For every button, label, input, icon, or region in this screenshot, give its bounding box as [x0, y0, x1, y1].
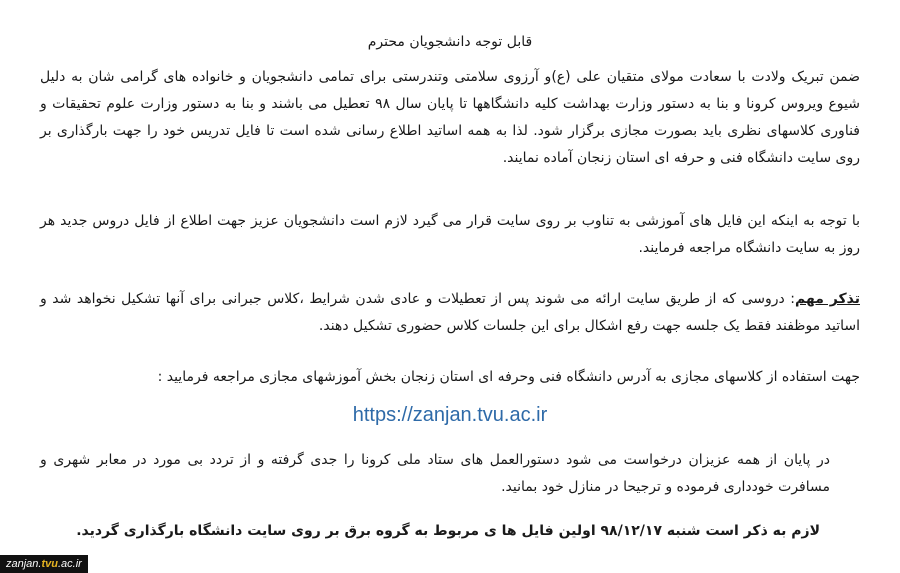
watermark-prefix: zanjan.: [6, 558, 42, 570]
important-note-label: تذکر مهم: [794, 291, 860, 307]
paragraph-upload-announcement: لازم به ذکر است شنبه ۹۸/۱۲/۱۷ اولین فایل ها ی مربوط به گروه برق بر روی سایت دانشگاه بارگذاری گردید.: [76, 523, 820, 539]
important-note-text: : دروسی که از طریق سایت ارائه می شوند پس از تعطیلات و عادی شدن شرایط ،کلاس جبرانی برای آنها تشکیل نخواهد شد و اساتید موظفند فقط یک جلسه جهت رفع اشکال برای این جلسات کلاس حضوری تشکیل دهند.: [40, 291, 860, 334]
site-watermark: [0, 555, 88, 573]
watermark-suffix: .ac.ir: [57, 558, 82, 570]
paragraph-files-info: با توجه به اینکه این فایل های آموزشی به تناوب بر روی سایت قرار می گیرد لازم است دانشجویان عزیز جهت اطلاع از فایل دروس جدید هر روز به سایت دانشگاه مراجعه فرمایند.: [40, 213, 860, 256]
paragraph-virtual-classes: جهت استفاده از کلاسهای مجازی به آدرس دانشگاه فنی وحرفه ای استان زنجان بخش آموزشهای مجازی مراجعه فرمایید :: [157, 369, 860, 385]
watermark-highlight: tvu: [41, 558, 58, 570]
paragraph-important-note: [40, 286, 860, 340]
paragraph-greeting: ضمن تبریک ولادت با سعادت مولای متقیان علی (ع)و آرزوی سلامتی وتندرستی برای تمامی دانشجویان و خانواده های گرامی شان به دلیل شیوع ویروس کرونا و بنا به دستور وزارت بهداشت کلیه دانشگاهها تا پایان سال ۹۸ تعطیل می باشند و بنا به دستور وزارت علوم تحقیقات و فناوری کلاسهای نظری باید بصورت مجازی برگزار شود. لذا به همه اساتید اطلاع رسانی شده است تا فایل تدریس خود را جهت بارگذاری بر روی سایت دانشگاه فنی و حرفه ای استان زنجان آماده نمایند.: [40, 69, 860, 166]
notice-title: قابل توجه دانشجویان محترم: [367, 34, 533, 50]
paragraph-corona-advice: در پایان از همه عزیزان درخواست می شود دستورالعمل های ستاد ملی کرونا را جدی گرفته و از تردد بی مورد در معابر شهری و مسافرت خودداری فرموده و ترجیحا در منازل خود بمانید.: [40, 452, 830, 495]
university-link[interactable]: https://zanjan.tvu.ac.ir: [352, 404, 548, 426]
